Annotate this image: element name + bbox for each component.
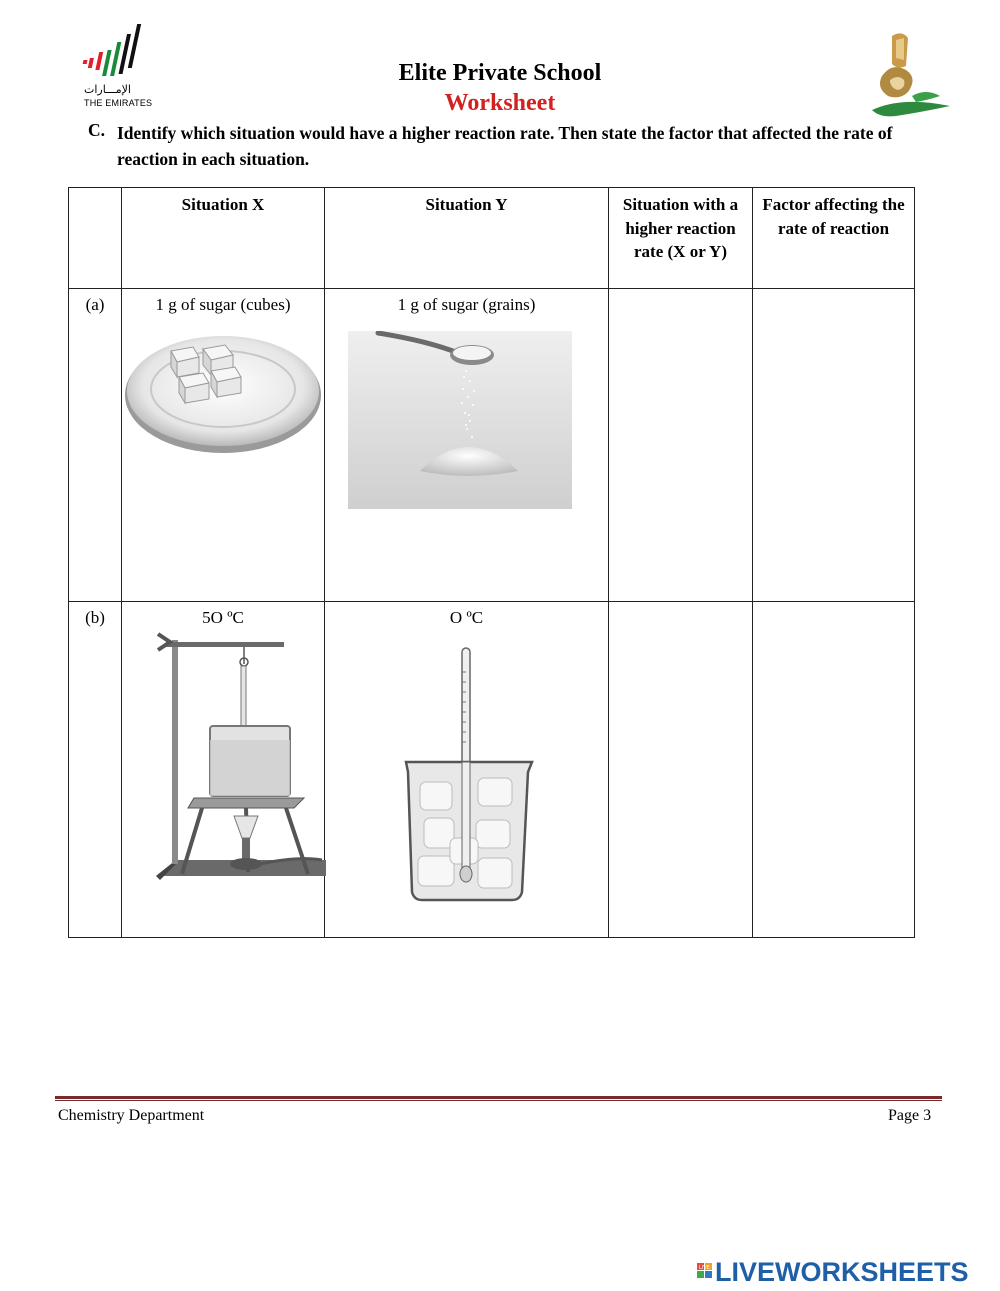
row-label-b: (b) <box>69 602 122 938</box>
sugar-cubes-caption: 1 g of sugar (cubes) <box>155 295 291 314</box>
row-label-a: (a) <box>69 289 122 602</box>
footer-page-number: Page 3 <box>888 1107 932 1124</box>
footer-divider <box>55 1096 942 1102</box>
header-blank <box>69 188 122 289</box>
cold-water-caption: O ºC <box>449 608 484 627</box>
table-row <box>69 289 915 602</box>
header-factor: Factor affecting the rate of reaction <box>753 188 915 289</box>
worksheet-title: Worksheet <box>444 90 556 116</box>
sugar-cubes-plate-image <box>123 317 323 457</box>
emirates-logo-text-english: THE EMIRATES <box>84 98 153 108</box>
header-higher-rate: Situation with a higher reaction rate (X or Y) <box>609 188 753 289</box>
row-a-situation-x <box>122 289 325 602</box>
sugar-grains-caption: 1 g of sugar (grains) <box>397 295 536 314</box>
row-a-higher-rate-answer[interactable] <box>609 289 753 602</box>
table-header-row <box>69 188 915 289</box>
row-a-factor-answer[interactable] <box>753 289 915 602</box>
question-letter: C. <box>88 120 106 140</box>
liveworksheets-badge-text: LIVE <box>699 1265 710 1271</box>
row-b-situation-x <box>122 602 325 938</box>
question-instructions: Identify which situation would have a higher reaction rate. Then state the factor that affected the rate of reaction in each situation. <box>117 123 893 169</box>
row-b-situation-y <box>325 602 609 938</box>
ice-beaker-thermometer-image <box>402 642 538 904</box>
row-a-situation-y <box>325 289 609 602</box>
school-name: Elite Private School <box>398 60 602 86</box>
hot-water-caption: 5O ºC <box>202 608 244 627</box>
table-row <box>69 602 915 938</box>
header-situation-y: Situation Y <box>325 188 609 289</box>
sugar-grains-spoon-image <box>348 331 572 509</box>
footer-department: Chemistry Department <box>58 1107 205 1124</box>
reaction-rate-table <box>68 187 915 938</box>
liveworksheets-brand: LIVEWORKSHEETS <box>715 1257 969 1287</box>
heated-beaker-apparatus-image <box>148 628 326 884</box>
liveworksheets-logo <box>697 1257 997 1287</box>
row-b-factor-answer[interactable] <box>753 602 915 938</box>
emirates-logo-text-arabic: الإمـــارات <box>84 83 131 96</box>
row-b-higher-rate-answer[interactable] <box>609 602 753 938</box>
header-situation-x: Situation X <box>122 188 325 289</box>
